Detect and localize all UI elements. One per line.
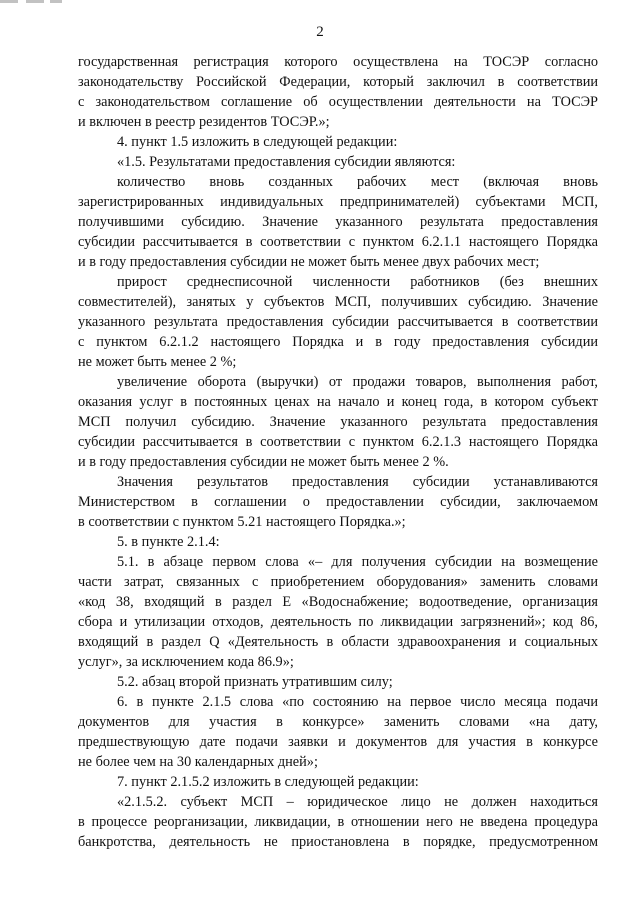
text-line: МСП получил субсидию. Значение указанного результата предоставления: [78, 414, 598, 430]
document-body: [78, 52, 598, 852]
text-line: с пунктом 6.2.1.2 настоящего Порядка и в году предоставления субсидии: [78, 334, 598, 350]
text-line: предшествующую дате подачи заявки и документов для участия в конкурсе: [78, 734, 598, 750]
text-line: банкротства, деятельность не приостановлена в порядке, предусмотренном: [78, 834, 598, 850]
text-line: количество вновь созданных рабочих мест (включая вновь: [117, 174, 598, 190]
text-line: в соответствии с пунктом 5.21 настоящего Порядка.»;: [78, 514, 406, 530]
text-line: «2.1.5.2. субъект МСП – юридическое лицо не должен находиться: [117, 794, 598, 810]
text-line: не более чем на 30 календарных дней»;: [78, 754, 318, 770]
text-line: 5.2. абзац второй признать утратившим силу;: [117, 674, 393, 690]
text-line: и в году предоставления субсидии не может быть менее двух рабочих мест;: [78, 254, 540, 270]
text-line: сбора и утилизации отходов, деятельность по ликвидации загрязнений»; код 86,: [78, 614, 598, 630]
text-line: Министерством в соглашении о предоставлении субсидии, заключаемом: [78, 494, 598, 510]
text-line: 6. в пункте 2.1.5 слова «по состоянию на первое число месяца подачи: [117, 694, 598, 710]
text-line: документов для участия в конкурсе» заменить словами «на дату,: [78, 714, 598, 730]
text-line: получившими субсидию. Значение указанного результата предоставления: [78, 214, 598, 230]
text-line: входящий в раздел Q «Деятельность в области здравоохранения и социальных: [78, 634, 598, 650]
text-line: субсидии рассчитывается в соответствии с пунктом 6.2.1.1 настоящего Порядка: [78, 234, 598, 250]
text-line: и в году предоставления субсидии не может быть менее 2 %.: [78, 454, 449, 470]
text-line: «1.5. Результатами предоставления субсидии являются:: [117, 154, 456, 170]
text-line: не может быть менее 2 %;: [78, 354, 237, 370]
text-line: части затрат, связанных с приобретением оборудования» заменить словами: [78, 574, 598, 590]
text-line: законодательству Российской Федерации, который заключил в соответствии: [78, 74, 598, 90]
text-line: с законодательством соглашение об осуществлении деятельности на ТОСЭР: [78, 94, 598, 110]
text-line: зарегистрированных индивидуальных предпринимателей) субъектами МСП,: [78, 194, 598, 210]
text-line: прирост среднесписочной численности работников (без внешних: [117, 274, 598, 290]
text-line: услуг», за исключением кода 86.9»;: [78, 654, 294, 670]
text-line: в процессе реорганизации, ликвидации, в отношении него не введена процедура: [78, 814, 598, 830]
text-line: указанного результата предоставления субсидии рассчитывается в соответствии: [78, 314, 598, 330]
text-line: 5.1. в абзаце первом слова «– для получения субсидии на возмещение: [117, 554, 598, 570]
scan-edge-mark: [0, 0, 70, 3]
text-line: оказания услуг в постоянных ценах на начало и конец года, в котором субъект: [78, 394, 598, 410]
text-line: увеличение оборота (выручки) от продажи товаров, выполнения работ,: [117, 374, 598, 390]
text-line: и включен в реестр резидентов ТОСЭР.»;: [78, 114, 330, 130]
text-line: 7. пункт 2.1.5.2 изложить в следующей редакции:: [117, 774, 419, 790]
text-line: 5. в пункте 2.1.4:: [117, 534, 220, 550]
text-line: «код 38, входящий в раздел Е «Водоснабжение; водоотведение, организация: [78, 594, 598, 610]
text-line: 4. пункт 1.5 изложить в следующей редакции:: [117, 134, 398, 150]
text-line: субсидии рассчитывается в соответствии с пунктом 6.2.1.3 настоящего Порядка: [78, 434, 598, 450]
text-line: Значения результатов предоставления субсидии устанавливаются: [117, 474, 598, 490]
text-line: государственная регистрация которого осуществлена на ТОСЭР согласно: [78, 54, 598, 70]
text-line: совместителей), занятых у субъектов МСП, получивших субсидию. Значение: [78, 294, 598, 310]
page-number: 2: [316, 24, 324, 40]
